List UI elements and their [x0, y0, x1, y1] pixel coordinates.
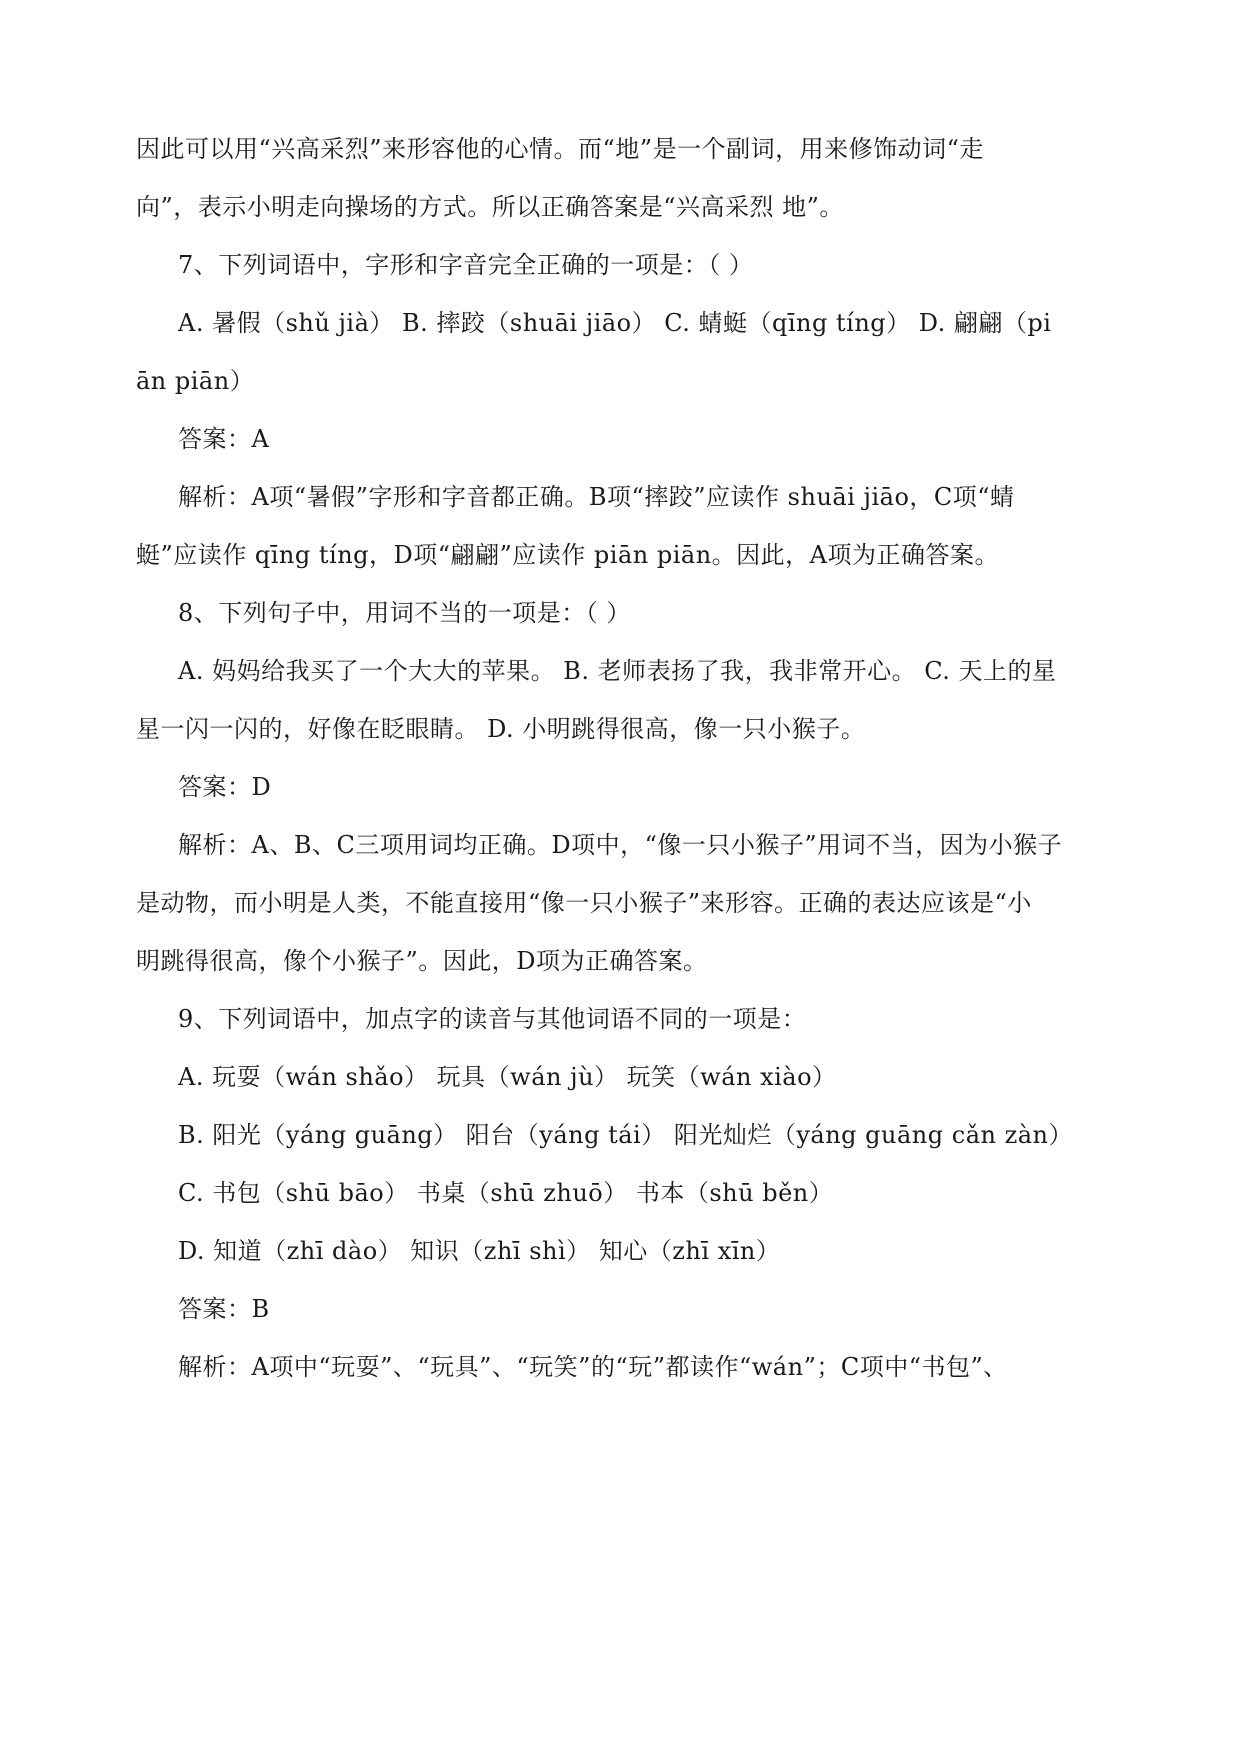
- answer-options-continued: 星一闪一闪的，好像在眨眼睛。 D. 小明跳得很高，像一只小猴子。: [136, 715, 866, 743]
- answer-label: 答案：D: [178, 773, 272, 801]
- option-d: D. 知道（zhī dào） 知识（zhī shì） 知心（zhī xīn）: [178, 1237, 781, 1265]
- text-line: 因此可以用“兴高采烈”来形容他的心情。而“地”是一个副词，用来修饰动词“走: [136, 135, 984, 163]
- option-c: C. 书包（shū bāo） 书桌（shū zhuō） 书本（shū běn）: [178, 1179, 834, 1207]
- answer-options-continued: ān piān）: [136, 367, 255, 395]
- question-heading: 8、下列句子中，用词不当的一项是：（ ）: [178, 599, 631, 627]
- explanation-text: 明跳得很高，像个小猴子”。因此，D项为正确答案。: [136, 947, 708, 975]
- answer-label: 答案：B: [178, 1295, 270, 1323]
- question-heading: 7、下列词语中，字形和字音完全正确的一项是：（ ）: [178, 251, 754, 279]
- text-line: 向”，表示小明走向操场的方式。所以正确答案是“兴高采烈 地”。: [136, 193, 844, 221]
- explanation-text: 解析：A项“暑假”字形和字音都正确。B项“摔跤”应读作 shuāi jiāo，C项“蜻: [178, 483, 1015, 511]
- explanation-text: 解析：A、B、C三项用词均正确。D项中，“像一只小猴子”用词不当，因为小猴子: [178, 831, 1063, 859]
- option-b: B. 阳光（yáng guāng） 阳台（yáng tái） 阳光灿烂（yáng guāng cǎn zàn）: [178, 1121, 1074, 1149]
- question-heading: 9、下列词语中，加点字的读音与其他词语不同的一项是：: [178, 1005, 807, 1033]
- answer-label: 答案：A: [178, 425, 270, 453]
- explanation-text: 解析：A项中“玩耍”、“玩具”、“玩笑”的“玩”都读作“wán”；C项中“书包”、: [178, 1353, 1008, 1381]
- answer-options: A. 暑假（shǔ jià） B. 摔跤（shuāi jiāo） C. 蜻蜓（qīng tíng） D. 翩翩（pi: [178, 309, 1052, 337]
- answer-options: A. 妈妈给我买了一个大大的苹果。 B. 老师表扬了我，我非常开心。 C. 天上的星: [178, 657, 1057, 685]
- option-a: A. 玩耍（wán shǎo） 玩具（wán jù） 玩笑（wán xiào）: [178, 1063, 837, 1091]
- explanation-text: 是动物，而小明是人类，不能直接用“像一只小猴子”来形容。正确的表达应该是“小: [136, 889, 1032, 917]
- explanation-text: 蜓”应读作 qīng tíng，D项“翩翩”应读作 piān piān。因此，A项为正确答案。: [136, 541, 1000, 569]
